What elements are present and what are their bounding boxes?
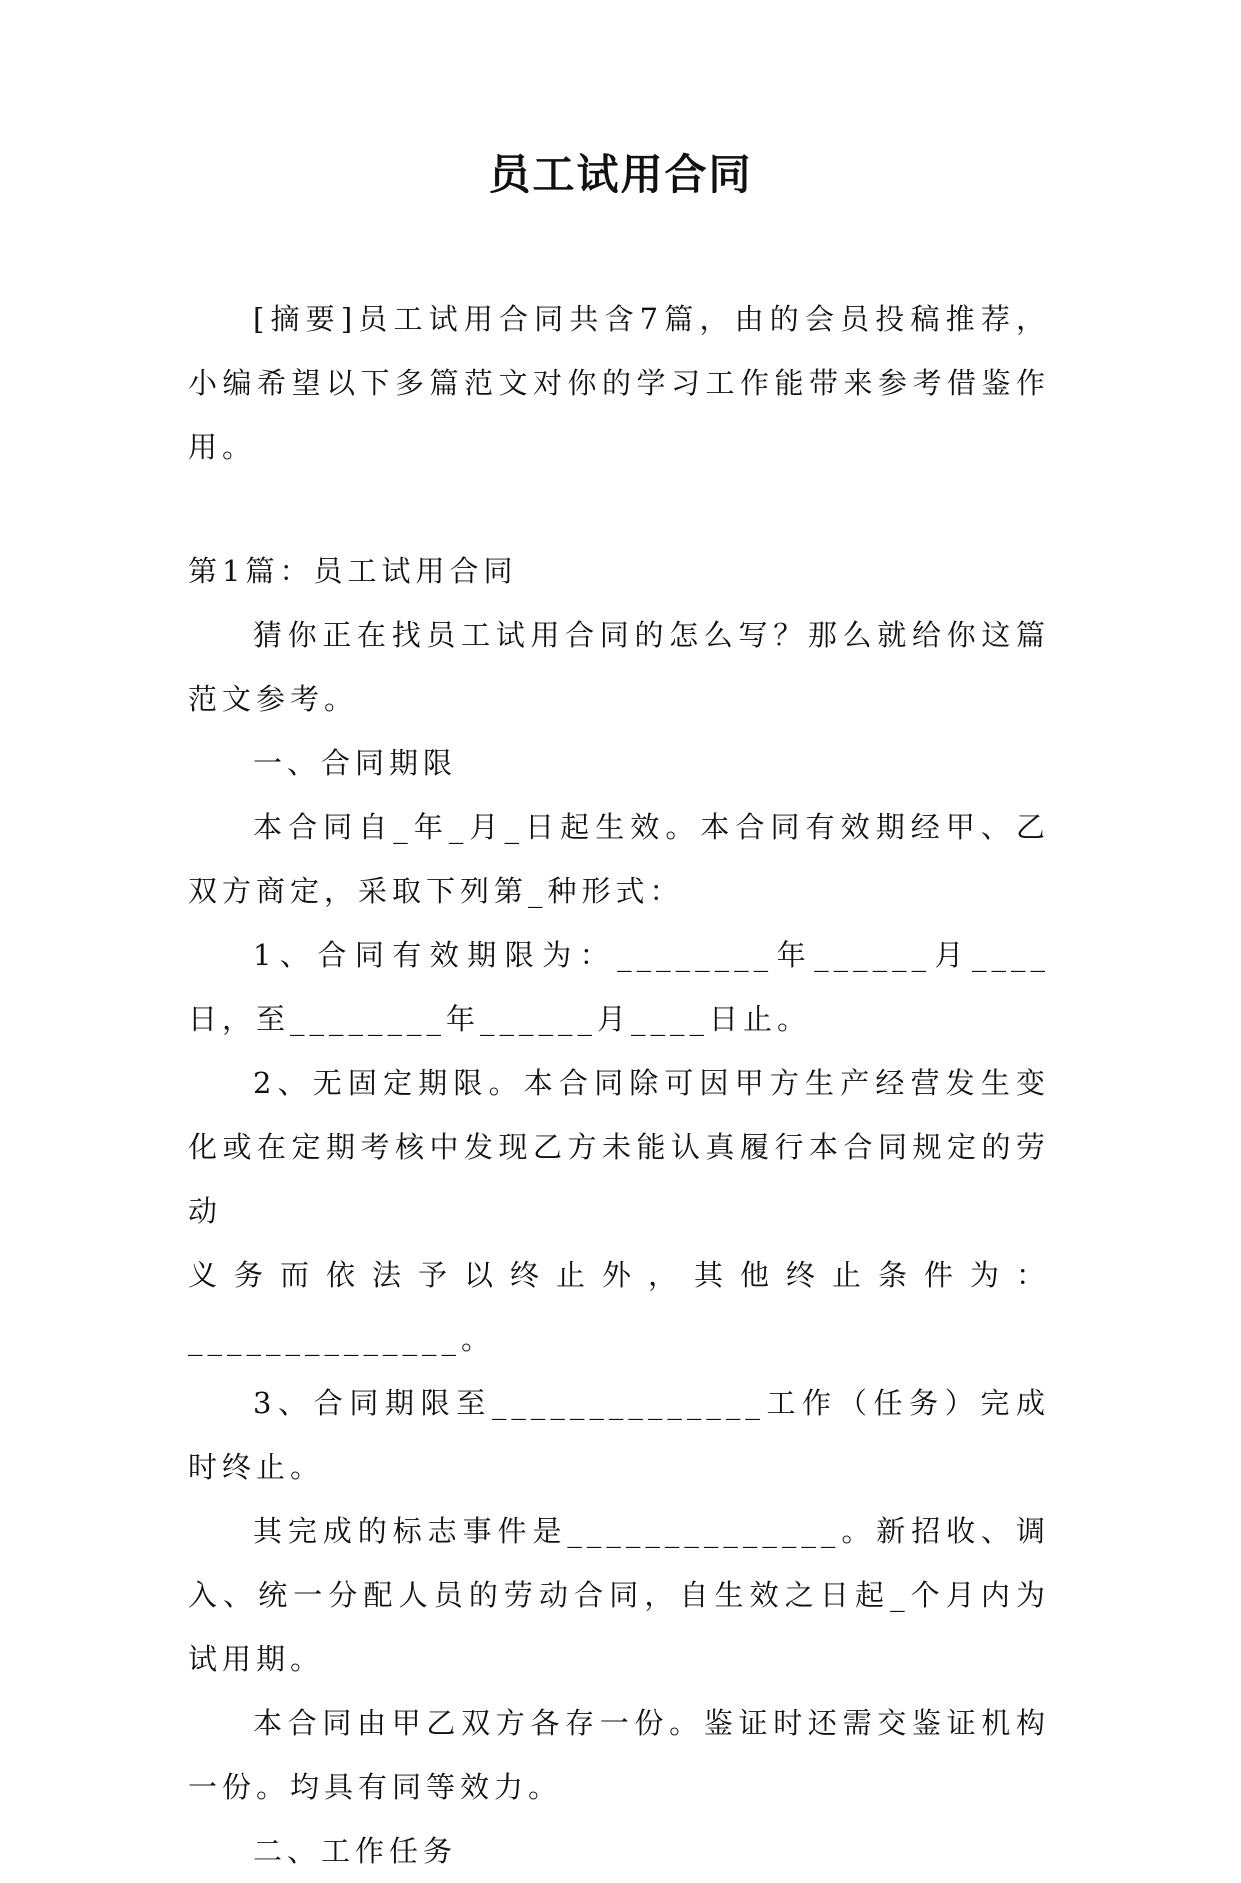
paragraph-copies: 本合同由甲乙双方各存一份。鉴证时还需交鉴证机构一份。均具有同等效力。 xyxy=(188,1706,1050,1804)
paragraph-term-task: 3、合同期限至______________工作（任务）完成时终止。 xyxy=(188,1386,1050,1484)
abstract-paragraph: [摘要]员工试用合同共含7篇，由的会员投稿推荐，小编希望以下多篇范文对你的学习工作能带来参考借鉴作用。 xyxy=(188,302,1050,464)
paragraph-term-open-1: 2、无固定期限。本合同除可因甲方生产经营发生变化或在定期考核中发现乙方未能认真履行本合同规定的劳动 xyxy=(188,1066,1050,1228)
section-heading-term: 一、合同期限 xyxy=(253,746,458,780)
chapter-heading: 第1篇：员工试用合同 xyxy=(188,554,518,588)
paragraph-completion-event: 其完成的标志事件是______________。新招收、调入、统一分配人员的劳动合同，自生效之日起_个月内为试用期。 xyxy=(188,1514,1050,1676)
paragraph-term-open-3: ______________。 xyxy=(188,1322,496,1356)
document-title: 员工试用合同 xyxy=(488,150,753,199)
section-heading-tasks: 二、工作任务 xyxy=(253,1834,458,1868)
document-body xyxy=(188,287,1050,1883)
paragraph-term-fixed: 1、合同有效期限为：________年______月____日，至________年______月____日止。 xyxy=(188,938,1050,1036)
paragraph-intro: 猜你正在找员工试用合同的怎么写？那么就给你这篇范文参考。 xyxy=(188,618,1050,716)
paragraph-effective-date: 本合同自_年_月_日起生效。本合同有效期经甲、乙双方商定，采取下列第_种形式： xyxy=(188,810,1050,908)
paragraph-term-open-2: 义务而依法予以终止外，其他终止条件为： xyxy=(188,1258,1050,1292)
